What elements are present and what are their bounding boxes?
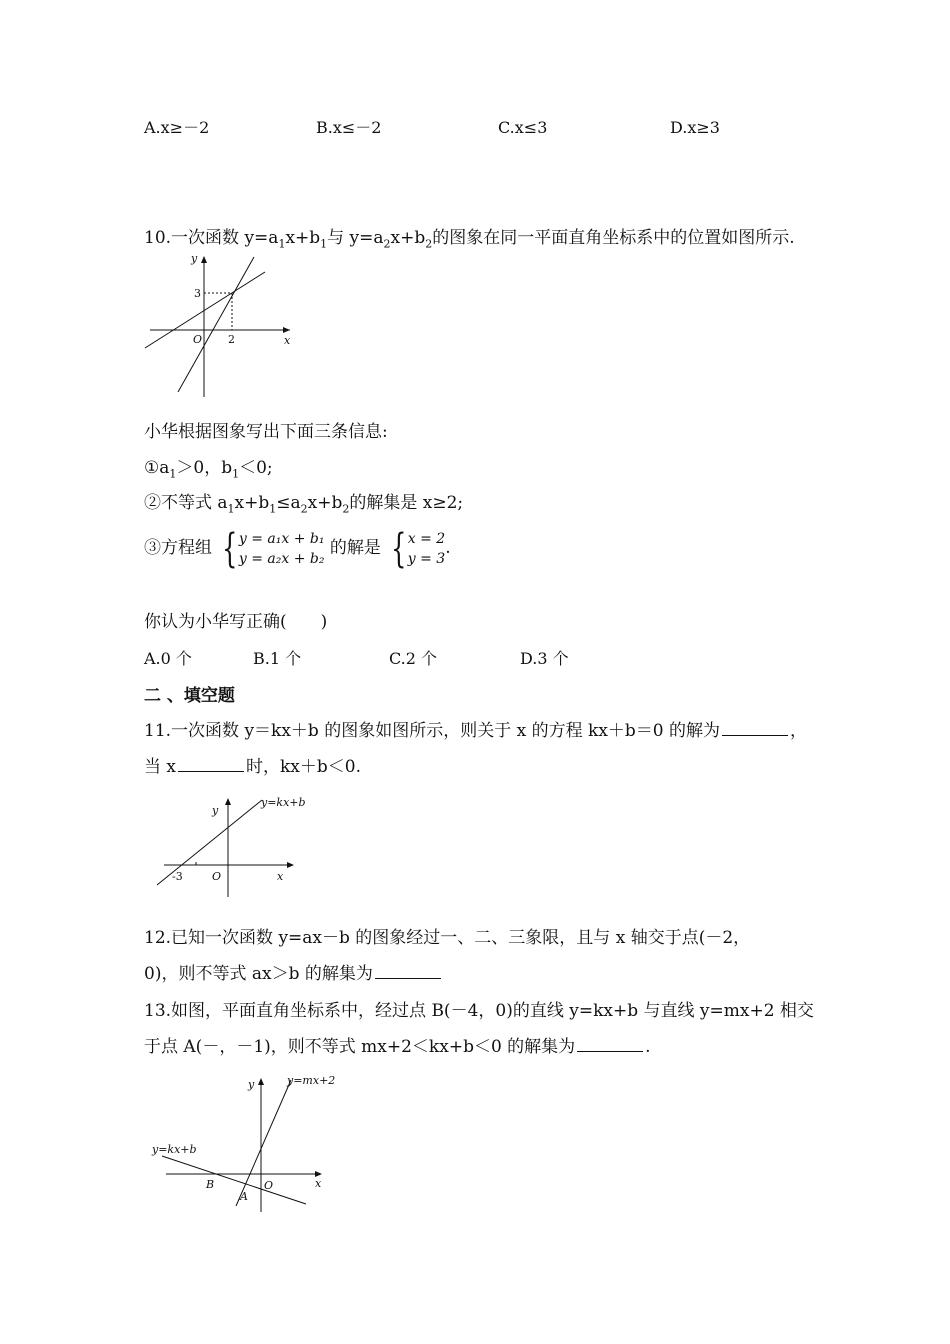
- q11-tick: -3: [172, 870, 183, 883]
- q10-system: y = a₁x + b₁ y = a₂x + b₂: [238, 530, 325, 567]
- q10-y-label: y: [191, 252, 198, 265]
- q10-solution: x = 2 y = 3: [407, 530, 446, 567]
- q11-y-label: y: [212, 804, 219, 817]
- q11-x-label: x: [277, 870, 284, 883]
- q9-option-a: A.x≥－2: [144, 118, 210, 137]
- q11-line-label: y=kx+b: [261, 796, 306, 809]
- q11-blank-1[interactable]: [722, 719, 788, 736]
- q10-stem: 10.一次函数 $y=a_1x+b_1$与 $y=a_2x+b_2$的图象在同一平面直角坐标系中的位置如图所示.: [144, 228, 795, 251]
- q12-line1: 12.已知一次函数 y=ax－b 的图象经过一、二、三象限，且与 x 轴交于点(－2，: [144, 928, 751, 948]
- brace-icon: {: [222, 525, 238, 572]
- q13-line1: 13.如图，平面直角坐标系中，经过点 B(－4，0)的直线 y=kx+b 与直线 y=mx+2 相交: [144, 1001, 814, 1021]
- q13-origin-label: O: [264, 1179, 274, 1192]
- q13-label-m: y=mx+2: [287, 1074, 336, 1087]
- q13-blank[interactable]: [577, 1035, 643, 1052]
- q9-option-d: D.x≥3: [670, 118, 720, 137]
- q10-info1: $①a_1>0$，$b_1<0$;: [144, 458, 273, 481]
- q10-question: 你认为小华写正确( ): [144, 612, 328, 632]
- q10-option-a: A.0 个: [144, 649, 192, 668]
- q10-option-d: D.3 个: [520, 649, 569, 668]
- q10-origin-label: O: [193, 333, 203, 346]
- q12-blank[interactable]: [375, 962, 441, 979]
- section-title: 二 、填空题: [144, 686, 235, 706]
- q10-option-b: B.1 个: [253, 649, 302, 668]
- q13-b-label: B: [206, 1178, 215, 1191]
- q11-line1: 11.一次函数 y＝kx＋b 的图象如图所示，则关于 x 的方程 kx＋b＝0 的解为 ，: [144, 721, 808, 741]
- q13-graph: [148, 1070, 338, 1215]
- q10-tick-y: 3: [194, 287, 201, 300]
- q9-option-b: B.x≤－2: [316, 118, 382, 137]
- q10-info2: ②不等式 $a_1x+b_1\le a_2x+b_2$的解集是 x≥2;: [144, 493, 464, 516]
- q13-a-label: A: [240, 1190, 248, 1203]
- q11-origin-label: O: [212, 870, 222, 883]
- brace-icon: {: [391, 525, 407, 572]
- q12-line2: 0)，则不等式 ax＞b 的解集为: [144, 962, 443, 986]
- q13-line2: 于点 A(－，－1)，则不等式 mx+2＜kx+b＜0 的解集为 .: [144, 1037, 651, 1057]
- q11-blank-2[interactable]: [178, 755, 244, 772]
- q10-x-label: x: [284, 334, 291, 347]
- q10-graph: [140, 252, 300, 402]
- q10-tick-x: 2: [228, 333, 235, 346]
- q13-y-label: y: [248, 1078, 255, 1091]
- q13-label-k: y=kx+b: [152, 1143, 197, 1156]
- q13-x-label: x: [315, 1177, 322, 1190]
- q11-line2: 当 x 时，kx＋b＜0.: [144, 757, 361, 777]
- q10-option-c: C.2 个: [389, 649, 438, 668]
- q9-option-c: C.x≤3: [498, 118, 548, 137]
- q10-info3: ③方程组 {y = a₁x + b₁ y = a₂x + b₂ 的解是 {x = 2 y = 3.: [144, 525, 451, 572]
- q10-intro: 小华根据图象写出下面三条信息:: [144, 422, 388, 442]
- q11-graph: [152, 792, 322, 902]
